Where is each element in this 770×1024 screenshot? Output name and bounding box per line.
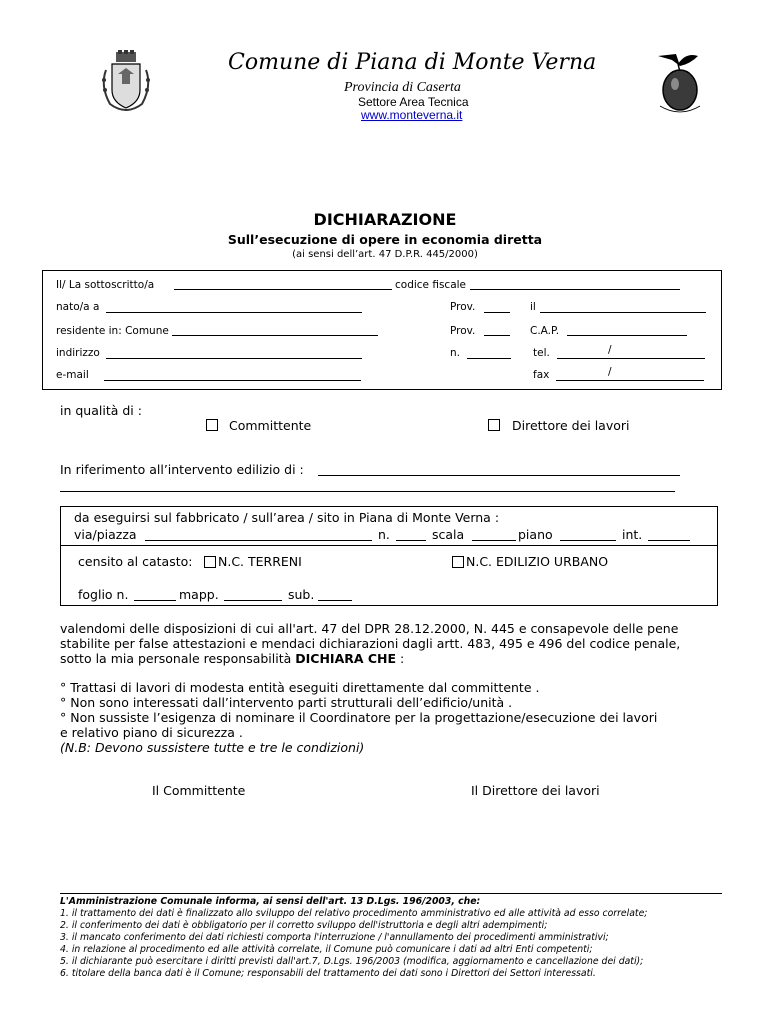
privacy-item: 5. il dichiarante può esercitare i diritti previsti dall'art.7, D.Lgs. 196/2003 (modifica, aggiornamento e cancellazione dei dati);	[60, 956, 644, 967]
website-link[interactable]: www.monteverna.it	[361, 108, 463, 122]
unit-field[interactable]	[648, 540, 690, 541]
conditions-list	[60, 680, 725, 755]
declares-that: DICHIARA CHE	[295, 651, 397, 666]
privacy-item: 2. il conferimento dei dati è obbligatorio per il corretto sviluppo dell'istruttoria e degli altri adempimenti;	[60, 920, 548, 931]
sheet-field[interactable]	[134, 600, 176, 601]
resident-city-field[interactable]	[172, 335, 378, 336]
director-checkbox[interactable]	[488, 419, 500, 431]
client-signature-label: Il Committente	[152, 783, 246, 798]
parcel-label: mapp.	[179, 587, 219, 602]
privacy-item: 6. titolare della banca dati è il Comune; responsabili del trattamento dei dati sono i Direttori dei Settori interessati.	[60, 968, 596, 979]
client-option-label: Committente	[229, 418, 312, 433]
floor-field[interactable]	[560, 540, 616, 541]
intervention-field-continued[interactable]	[60, 491, 675, 492]
stair-field[interactable]	[472, 540, 516, 541]
parcel-field[interactable]	[224, 600, 282, 601]
civic-number-field[interactable]	[396, 540, 426, 541]
tel-label: tel.	[533, 347, 550, 359]
resident-prov-field[interactable]	[484, 335, 510, 336]
condition-2: ° Non sono interessati dall’intervento parti strutturali dell’edificio/unità .	[60, 695, 513, 710]
unit-label: int.	[622, 527, 643, 542]
tax-code-label: codice fiscale	[395, 279, 467, 291]
land-registry-checkbox[interactable]	[204, 556, 216, 568]
capacity-label: in qualità di :	[60, 403, 142, 418]
province-name: Provincia di Caserta	[344, 80, 461, 95]
document-reference: (ai sensi dell’art. 47 D.P.R. 445/2000)	[292, 249, 478, 260]
civic-number-label: n.	[378, 527, 390, 542]
cap-field[interactable]	[567, 335, 687, 336]
stair-label: scala	[432, 527, 465, 542]
cadastre-label: censito al catasto:	[78, 554, 193, 569]
coat-of-arms-logo	[96, 50, 156, 114]
address-label: indirizzo	[56, 347, 100, 359]
privacy-item: 4. in relazione al procedimento ed alle attività correlate, il Comune può comunicare i dati ad altri Enti competenti;	[60, 944, 593, 955]
director-option-label: Direttore dei lavori	[512, 418, 630, 433]
birth-date-field[interactable]	[540, 312, 706, 313]
fax-label: fax	[533, 369, 550, 381]
privacy-item: 3. il mancato conferimento dei dati richiesti comporta l'interruzione / l'annullamento dei procedimenti amministrativi;	[60, 932, 609, 943]
fax-field[interactable]	[556, 380, 704, 381]
privacy-notice	[60, 896, 647, 980]
director-signature-label: Il Direttore dei lavori	[471, 783, 600, 798]
olive-logo	[652, 50, 704, 118]
urban-registry-checkbox[interactable]	[452, 556, 464, 568]
floor-label: piano	[518, 527, 553, 542]
location-intro: da eseguirsi sul fabbricato / sull’area / sito in Piana di Monte Verna :	[74, 510, 500, 525]
sheet-label: foglio n.	[78, 587, 129, 602]
condition-3-continued: e relativo piano di sicurezza .	[60, 725, 243, 740]
birthplace-field[interactable]	[106, 312, 362, 313]
client-checkbox[interactable]	[206, 419, 218, 431]
birth-date-label: il	[530, 301, 536, 313]
declaration-line-3: sotto la mia personale responsabilità DICHIARA CHE :	[60, 651, 405, 666]
declaration-line-1: valendomi delle disposizioni di cui all'art. 47 del DPR 28.12.2000, N. 445 e consapevole delle pene	[60, 621, 679, 636]
urban-registry-label: N.C. EDILIZIO URBANO	[466, 554, 609, 569]
land-registry-label: N.C. TERRENI	[218, 554, 302, 569]
document-title: DICHIARAZIONE	[313, 210, 457, 229]
resident-label: residente in: Comune	[56, 325, 169, 337]
tel-field[interactable]	[557, 358, 705, 359]
subunit-field[interactable]	[318, 600, 352, 601]
footer-divider	[60, 893, 722, 894]
birth-prov-field[interactable]	[484, 312, 510, 313]
resident-prov-label: Prov.	[450, 325, 476, 337]
street-field[interactable]	[145, 540, 372, 541]
born-label: nato/a a	[56, 301, 100, 313]
cap-label: C.A.P.	[530, 325, 560, 337]
undersigned-label: Il/ La sottoscritto/a	[56, 279, 155, 291]
conditions-note: (N.B: Devono sussistere tutte e tre le condizioni)	[60, 740, 365, 755]
document-subtitle: Sull’esecuzione di opere in economia diretta	[227, 232, 543, 247]
location-box-divider	[60, 545, 718, 546]
declaration-paragraph	[60, 621, 725, 666]
municipality-name: Comune di Piana di Monte Verna	[228, 50, 597, 75]
house-number-label: n.	[450, 347, 460, 359]
condition-3: ° Non sussiste l’esigenza di nominare il Coordinatore per la progettazione/esecuzione dei lavori	[60, 710, 658, 725]
email-label: e-mail	[56, 369, 89, 381]
address-field[interactable]	[106, 358, 362, 359]
intervention-field[interactable]	[318, 475, 680, 476]
street-label: via/piazza	[74, 527, 137, 542]
declaration-line-2: stabilite per false attestazioni e mendaci dichiarazioni dagli artt. 483, 495 e 496 del codice penale,	[60, 636, 681, 651]
email-field[interactable]	[104, 380, 361, 381]
house-number-field[interactable]	[467, 358, 511, 359]
privacy-heading: L'Amministrazione Comunale informa, ai sensi dell'art. 13 D.Lgs. 196/2003, che:	[60, 896, 481, 907]
tax-code-field[interactable]	[470, 289, 680, 290]
privacy-item: 1. il trattamento dei dati è finalizzato allo sviluppo del relativo procedimento amministrativo ed alle attività ad esso correlate;	[60, 908, 648, 919]
intervention-label: In riferimento all’intervento edilizio di :	[60, 462, 304, 477]
subunit-label: sub.	[288, 587, 315, 602]
undersigned-field[interactable]	[174, 289, 392, 290]
condition-1: ° Trattasi di lavori di modesta entità eseguiti direttamente dal committente .	[60, 680, 540, 695]
sector-name: Settore Area Tecnica	[358, 95, 469, 109]
birth-prov-label: Prov.	[450, 301, 476, 313]
